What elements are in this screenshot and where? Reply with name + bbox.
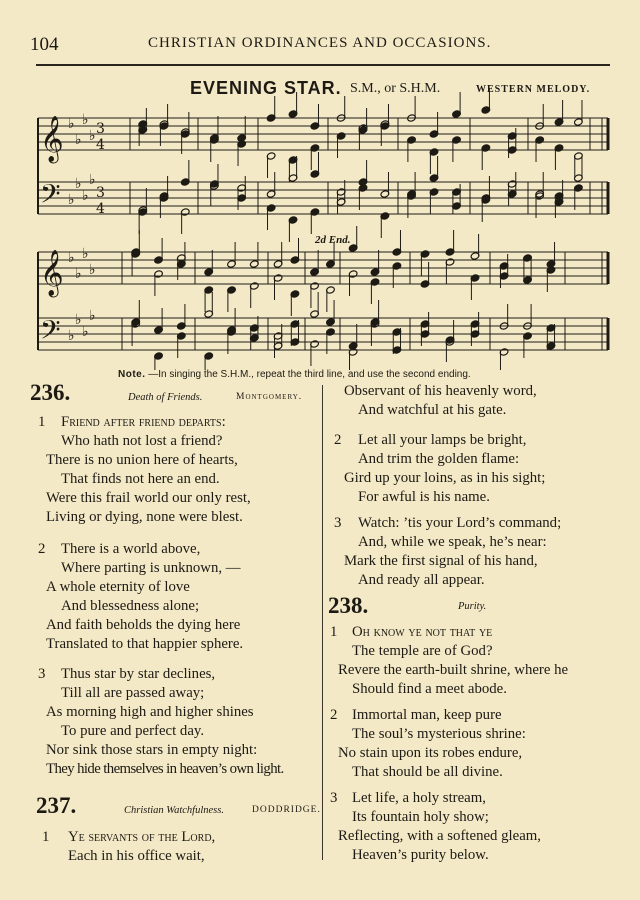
hymn-title: Christian Watchfulness. <box>124 805 224 816</box>
flat-sign: ♭ <box>89 262 96 278</box>
verse-number: 1 <box>330 624 338 640</box>
hymn-title: Death of Friends. <box>128 392 203 403</box>
verse-line: There is no union here of hearts, <box>46 452 238 468</box>
verse-line: Gird up your loins, as in his sight; <box>344 470 546 486</box>
verse-line: Its fountain holy show; <box>352 809 489 825</box>
flat-sign: ♭ <box>89 128 96 144</box>
verse-number: 3 <box>38 666 46 682</box>
verse-line: A whole eternity of love <box>46 579 190 595</box>
verse-line: Where parting is unknown, — <box>61 560 241 576</box>
verse-line: That finds not here an end. <box>61 471 220 487</box>
hymn-author: Montgomery. <box>236 392 303 402</box>
verse-line: Ye servants of the Lord, <box>68 829 216 845</box>
verse-line: Nor sink those stars in empty night: <box>46 742 258 758</box>
verse-line: The temple are of God? <box>352 643 493 659</box>
hymn-author: DODDRIDGE. <box>252 805 321 815</box>
verse-number: 3 <box>330 790 338 806</box>
verse-line: To pure and perfect day. <box>61 723 205 739</box>
bass-clef: 𝄢 <box>40 178 61 216</box>
verse-line: And faith beholds the dying here <box>46 617 241 633</box>
verse-number: 3 <box>334 515 342 531</box>
flat-sign: ♭ <box>75 312 82 328</box>
verse-line: And ready all appear. <box>358 572 485 588</box>
flat-sign: ♭ <box>68 192 75 208</box>
verse-line: Thus star by star declines, <box>61 666 216 682</box>
tune-name: EVENING STAR. <box>190 78 342 98</box>
music-score <box>0 0 640 370</box>
page-number: 104 <box>30 34 59 55</box>
note-text: —In singing the S.H.M., repeat the third line, and use the second ending. <box>148 369 471 380</box>
verse-line: There is a world above, <box>61 541 201 557</box>
verse-number: 2 <box>334 432 342 448</box>
tune-meter: S.M., or S.H.M. <box>350 81 441 96</box>
verse-line: And watchful at his gate. <box>358 402 507 418</box>
flat-sign: ♭ <box>82 188 89 204</box>
time-signature: 4 <box>96 201 105 217</box>
verse-line: Were this frail world our only rest, <box>46 490 251 506</box>
flat-sign: ♭ <box>68 328 75 344</box>
hymn-number: 236. <box>30 380 71 405</box>
flat-sign: ♭ <box>68 250 75 266</box>
verse-line: Translated to that happier sphere. <box>46 636 244 652</box>
verse-line: For awful is his name. <box>358 489 490 505</box>
verse-line: Let life, a holy stream, <box>352 790 486 806</box>
running-title: CHRISTIAN ORDINANCES AND OCCASIONS. <box>148 35 492 51</box>
verse-line: Mark the first signal of his hand, <box>344 553 538 569</box>
verse-line: Observant of his heavenly word, <box>344 383 537 399</box>
hymn-number: 238. <box>328 593 369 618</box>
flat-sign: ♭ <box>89 308 96 324</box>
flat-sign: ♭ <box>89 172 96 188</box>
verse-line: Reflecting, with a softened gleam, <box>338 828 541 844</box>
flat-sign: ♭ <box>75 132 82 148</box>
tune-source: WESTERN MELODY. <box>476 84 591 95</box>
second-ending-label: 2d End. <box>315 234 351 246</box>
treble-clef: 𝄞 <box>40 250 64 296</box>
flat-sign: ♭ <box>75 266 82 282</box>
verse-line: Who hath not lost a friend? <box>61 433 223 449</box>
verse-number: 2 <box>38 541 46 557</box>
time-signature: 3 <box>96 185 105 201</box>
verse-line: Watch: ’tis your Lord’s command; <box>358 515 562 531</box>
hymn-number: 237. <box>36 793 77 818</box>
verse-line: Let all your lamps be bright, <box>358 432 527 448</box>
verse-line: Heaven’s purity below. <box>352 847 489 863</box>
verse-line: No stain upon its robes endure, <box>338 745 523 761</box>
verse-line: Each in his office wait, <box>68 848 205 864</box>
flat-sign: ♭ <box>68 116 75 132</box>
verse-line: Revere the earth-built shrine, where he <box>338 662 569 678</box>
verse-line: Living or dying, none were blest. <box>46 509 243 525</box>
verse-line: Oh know ye not that ye <box>352 624 493 640</box>
verse-line: Friend after friend departs: <box>61 414 226 430</box>
note-label: Note. <box>118 369 146 380</box>
time-signature: 4 <box>96 137 105 153</box>
verse-number: 1 <box>38 414 46 430</box>
flat-sign: ♭ <box>82 324 89 340</box>
time-signature: 3 <box>96 121 105 137</box>
treble-clef: 𝄞 <box>40 116 64 162</box>
flat-sign: ♭ <box>82 246 89 262</box>
verse-line: They hide themselves in heaven’s own light. <box>46 761 284 777</box>
verse-line: And, while we speak, he’s near: <box>358 534 547 550</box>
verse-number: 1 <box>42 829 50 845</box>
verse-line: Immortal man, keep pure <box>352 707 502 723</box>
verse-line: And trim the golden flame: <box>358 451 520 467</box>
flat-sign: ♭ <box>82 112 89 128</box>
verse-line: The soul’s mysterious shrine: <box>352 726 526 742</box>
singing-note <box>118 369 471 380</box>
hymn-title: Purity. <box>458 601 487 612</box>
bass-clef: 𝄢 <box>40 314 61 352</box>
verse-line: Till all are passed away; <box>61 685 205 701</box>
column-divider <box>322 385 323 860</box>
verse-line: That should be all divine. <box>352 764 503 780</box>
flat-sign: ♭ <box>75 176 82 192</box>
verse-number: 2 <box>330 707 338 723</box>
verse-line: And blessedness alone; <box>61 598 200 614</box>
verse-line: Should find a meet abode. <box>352 681 507 697</box>
verse-line: As morning high and higher shines <box>46 704 254 720</box>
